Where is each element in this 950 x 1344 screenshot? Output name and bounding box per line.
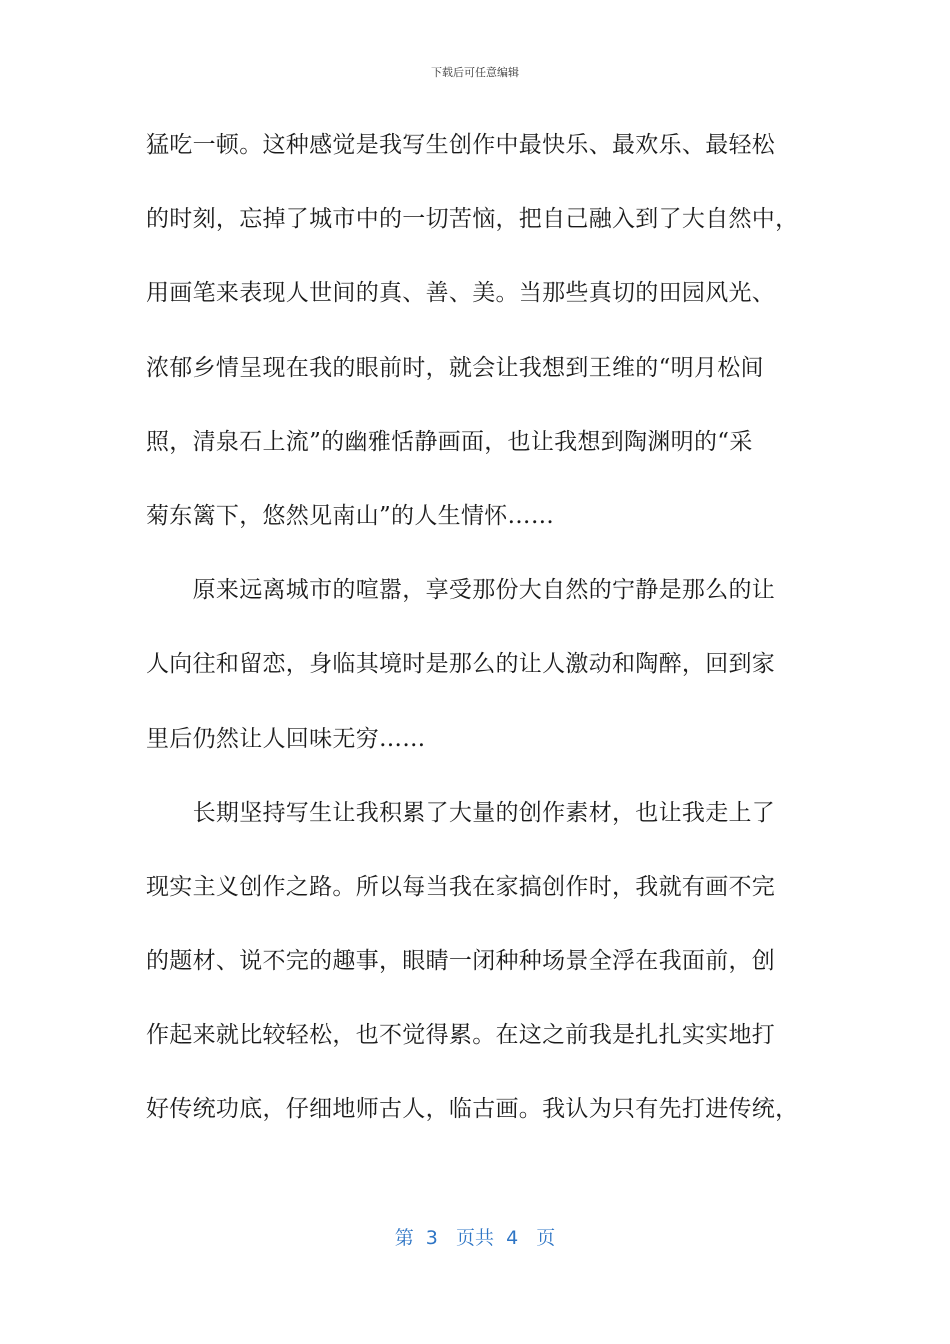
page-number-footer: 第 3 页共 4 页: [394, 1227, 556, 1249]
document-body: [146, 127, 806, 1166]
page-header: 下载后可任意编辑: [431, 66, 519, 79]
text-line: 的题材、说不完的趣事，眼睛一闭种种场景全浮在我面前，创: [146, 948, 776, 975]
text-line: 菊东篱下，悠然见南山”的人生情怀……: [146, 502, 555, 529]
text-line: 好传统功底，仔细地师古人，临古画。我认为只有先打进传统，: [146, 1096, 799, 1123]
text-line: 照，清泉石上流”的幽雅恬静画面，也让我想到陶渊明的“采: [146, 428, 753, 455]
text-line: 浓郁乡情呈现在我的眼前时，就会让我想到王维的“明月松间: [146, 354, 764, 381]
text-line: 现实主义创作之路。所以每当我在家搞创作时，我就有画不完: [146, 873, 776, 900]
text-line: 长期坚持写生让我积累了大量的创作素材，也让我走上了: [146, 799, 776, 826]
text-line: 的时刻，忘掉了城市中的一切苦恼，把自己融入到了大自然中，: [146, 206, 799, 233]
text-line: 作起来就比较轻松，也不觉得累。在这之前我是扎扎实实地打: [146, 1022, 776, 1049]
text-line: 原来远离城市的喧嚣，享受那份大自然的宁静是那么的让: [146, 577, 776, 604]
text-line: 用画笔来表现人世间的真、善、美。当那些真切的田园风光、: [146, 280, 776, 307]
text-line: 猛吃一顿。这种感觉是我写生创作中最快乐、最欢乐、最轻松: [146, 132, 776, 158]
text-line: 人向往和留恋，身临其境时是那么的让人激动和陶醉，回到家: [146, 651, 776, 678]
text-line: 里后仍然让人回味无穷……: [146, 725, 426, 752]
